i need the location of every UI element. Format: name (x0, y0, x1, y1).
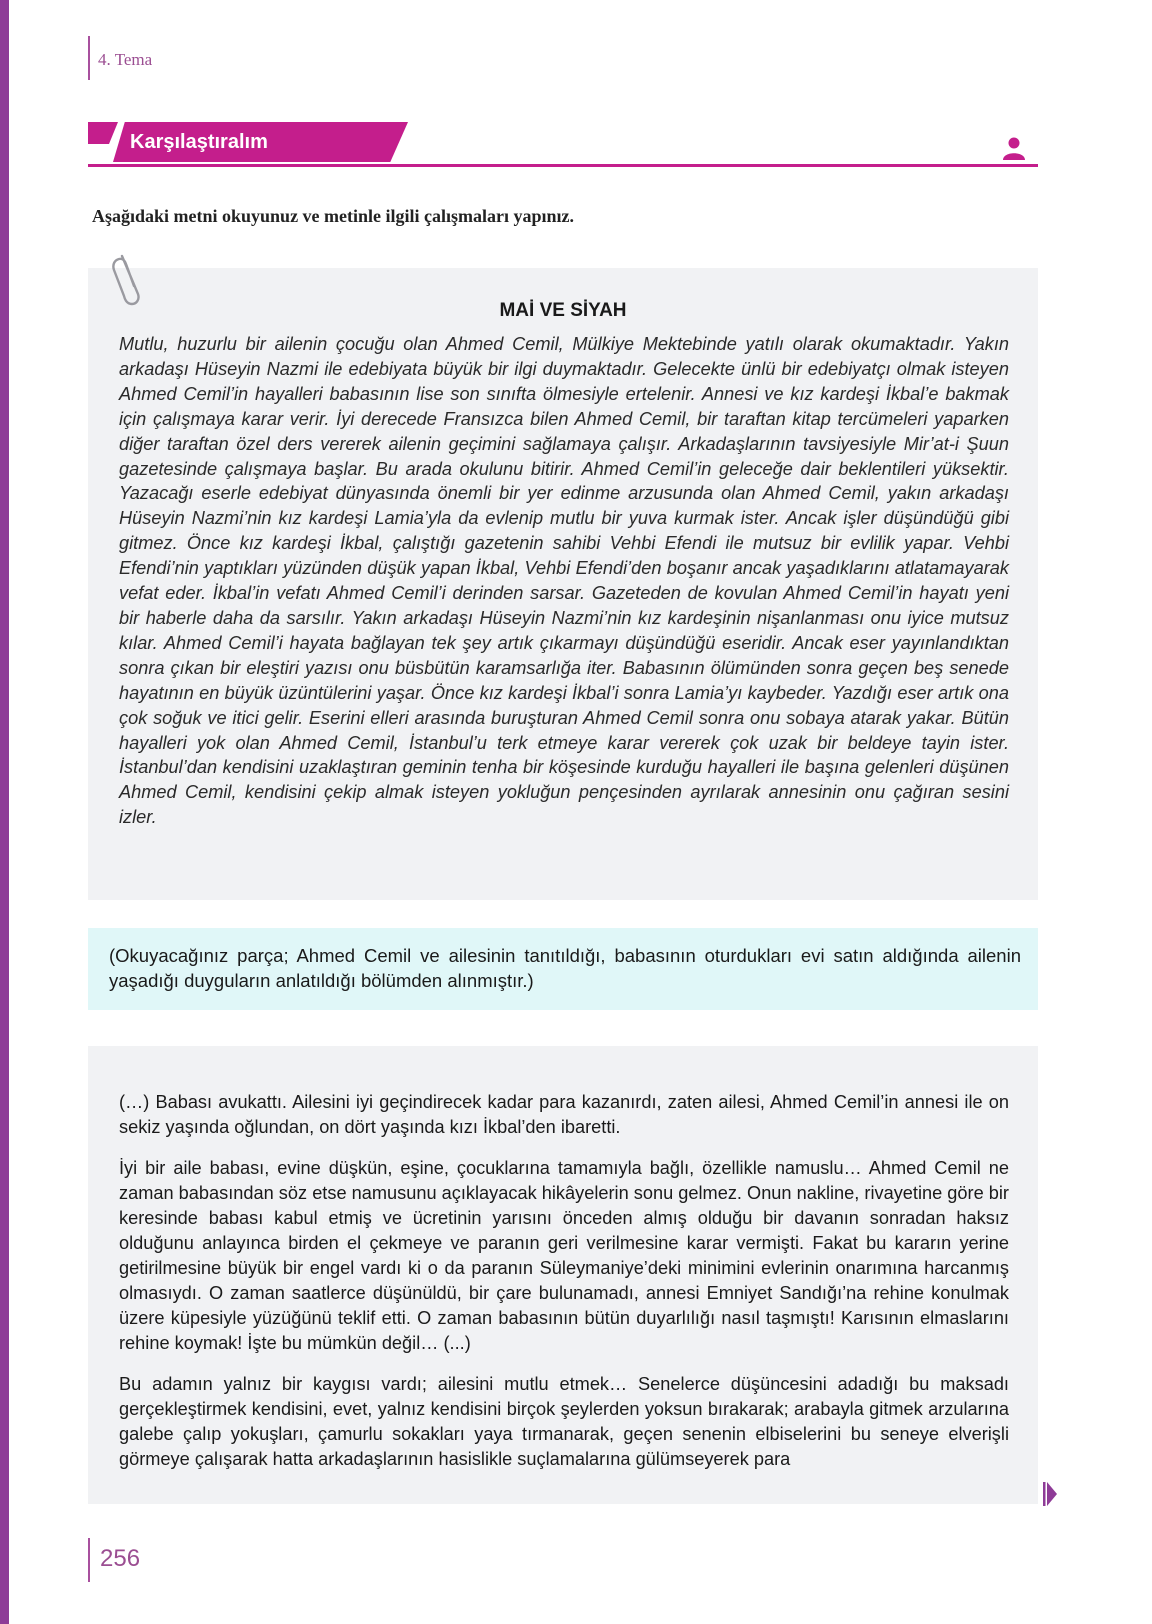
story-summary-box (88, 268, 1038, 900)
section-label: Karşılaştıralım (130, 131, 268, 153)
person-icon (1002, 136, 1026, 160)
section-notch (88, 122, 118, 144)
excerpt-paragraph: (…) Babası avukattı. Ailesini iyi geçindirecek kadar para kazanırdı, zaten ailesi, Ahmed Cemil’in annesi ile on sekiz yaşında oğlundan, on dört yaşında kızı İkbal’den ibaretti. (119, 1092, 1009, 1137)
story-summary-text: Mutlu, huzurlu bir ailenin çocuğu olan Ahmed Cemil, Mülkiye Mektebinde yatılı olarak okumaktadır. Yakın arkadaşı Hüseyin Nazmi ile edebiyata büyük bir ilgi duymaktadır. Gelecekte ünlü bir edebiyatçı olmak isteyen Ahmed Cemil’in hayalleri babasının lise son sınıfta ölmesiyle ertelenir. Annesi ve kız kardeşi İkbal’e bakmak için çalışmaya karar verir. İyi derecede Fransızca bilen Ahmed Cemil, bir taraftan kitap tercümeleri yaparken diğer taraftan özel ders vererek ailenin geçimini sağlamaya çalışır. Arkadaşlarının tavsiyesiyle Mir’at-i Şuun gazetesinde çalışmaya başlar. Bu arada okulunu bitirir. Ahmed Cemil’in geleceğe dair beklentileri yüksektir. Yazacağı eserle edebiyat dünyasında önemli bir yer edinme arzusunda olan Ahmed Cemil, yakın arkadaşı Hüseyin Nazmi’nin kız kardeşi Lamia’yla da evlenip mutlu bir yuva kurmak ister. Ancak işler düşündüğü gibi gitmez. Önce kız kardeşi İkbal, çalıştığı gazetenin sahibi Vehbi Efendi ile mutsuz bir evlilik yapar. Vehbi Efendi’nin yaptıkları yüzünden düşük yapan İkbal, Vehbi Efendi’den boşanır ancak yaşadıklarını atlatamayarak vefat eder. İkbal’in vefatı Ahmed Cemil’i derinden sarsar. Gazeteden de kovulan Ahmed Cemil’in hayatı yeni bir haberle daha da sarsılır. Yakın arkadaşı Hüseyin Nazmi’nin kız kardeşinin nişanlanması onu iyice mutsuz kılar. Ahmed Cemil’i hayata bağlayan tek şey artık çıkarmayı düşündüğü eseridir. Ancak eser yayınlandıktan sonra çıkan bir eleştiri yazısı onu büsbütün karamsarlığa iter. Babasının ölümünden sonra geçen beş senede hayatının en büyük üzüntülerini yaşar. Önce kız kardeşi İkbal’i sonra Lamia’yı kaybeder. Yazdığı eser artık ona çok soğuk ve itici gelir. Eserini elleri arasında buruşturan Ahmed Cemil sonra onu sobaya atarak yakar. Bütün hayalleri yok olan Ahmed Cemil, İstanbul’u terk etmeye karar vererek çok uzak bir beldeye tayin ister. İstanbul’dan kendisini uzaklaştıran geminin tenha bir köşesinde kurduğu hayalleri ile başına gelenleri düşünen Ahmed Cemil, kendisini çekip almak isteyen yokluğun pençesinden ayrılarak annesinin onu çağıran sesini izler. (119, 334, 1009, 828)
excerpt-box (88, 1046, 1038, 1504)
excerpt-paragraph: İyi bir aile babası, evine düşkün, eşine, çocuklarına tamamıyla bağlı, özellikle namuslu… Ahmed Cemil ne zaman babasından söz etse namusunu açıklayacak hikâyelerin sonu gelmez. Onun nakline, rivayetine göre bir keresinde babası kabul etmiş ve ücretinin yarısını önceden almış olduğu bir davanın sonradan haksız olduğunu anlayınca birden el çekmeye ve paranın geri verilmesine karar vermişti. Fakat bu kararın yerine getirilmesine büyük bir engel vardı ki o da paranın Süleymaniye’deki minimini evlerinin onarımına harcanmış olmasıydı. O zaman saatlerce düşünüldü, bir çare bulunamadı, annesi Emniyet Sandığı’na rehine konulmak üzere küpesiyle yüzüğünü teklif etti. O zaman babasının bütün duyarlılığı nasıl taşmıştı! Karısının elmaslarını rehine koymak! İşte bu mümkün değil… (...) (119, 1158, 1009, 1353)
left-accent-bar (0, 0, 9, 1624)
page-number: 256 (100, 1545, 141, 1572)
context-note-box (88, 928, 1038, 1010)
theme-header: 4. Tema (98, 50, 153, 69)
paperclip-icon (110, 250, 146, 308)
header-divider (88, 36, 90, 80)
story-title: MAİ VE SİYAH (499, 300, 627, 321)
footer-divider (88, 1538, 90, 1582)
context-note-text: (Okuyacağınız parça; Ahmed Cemil ve ailesinin tanıtıldığı, babasının oturdukları evi satın aldığında ailenin yaşadığı duyguların anlatıldığı bölümden alınmıştır.) (109, 945, 1021, 991)
instruction-text: Aşağıdaki metni okuyunuz ve metinle ilgili çalışmaları yapınız. (92, 206, 575, 226)
next-page-arrow-icon[interactable] (1043, 1482, 1057, 1506)
section-underline (88, 164, 1038, 167)
excerpt-paragraph: Bu adamın yalnız bir kaygısı vardı; ailesini mutlu etmek… Senelerce düşüncesini adadığı bu maksadı gerçekleştirmek kendisini, evet, yalnız kendisini birçok şeylerden yoksun bırakarak; arabayla gitmek arzularına galebe çalıp yokuşları, çamurlu sokakları yaya tırmanarak, geçen senenin elbiselerini bu seneye elverişli görmeye çalışarak hatta arkadaşlarının hasislikle suçlamalarına gülümseyerek para (119, 1374, 1009, 1469)
section-header (88, 122, 1038, 168)
